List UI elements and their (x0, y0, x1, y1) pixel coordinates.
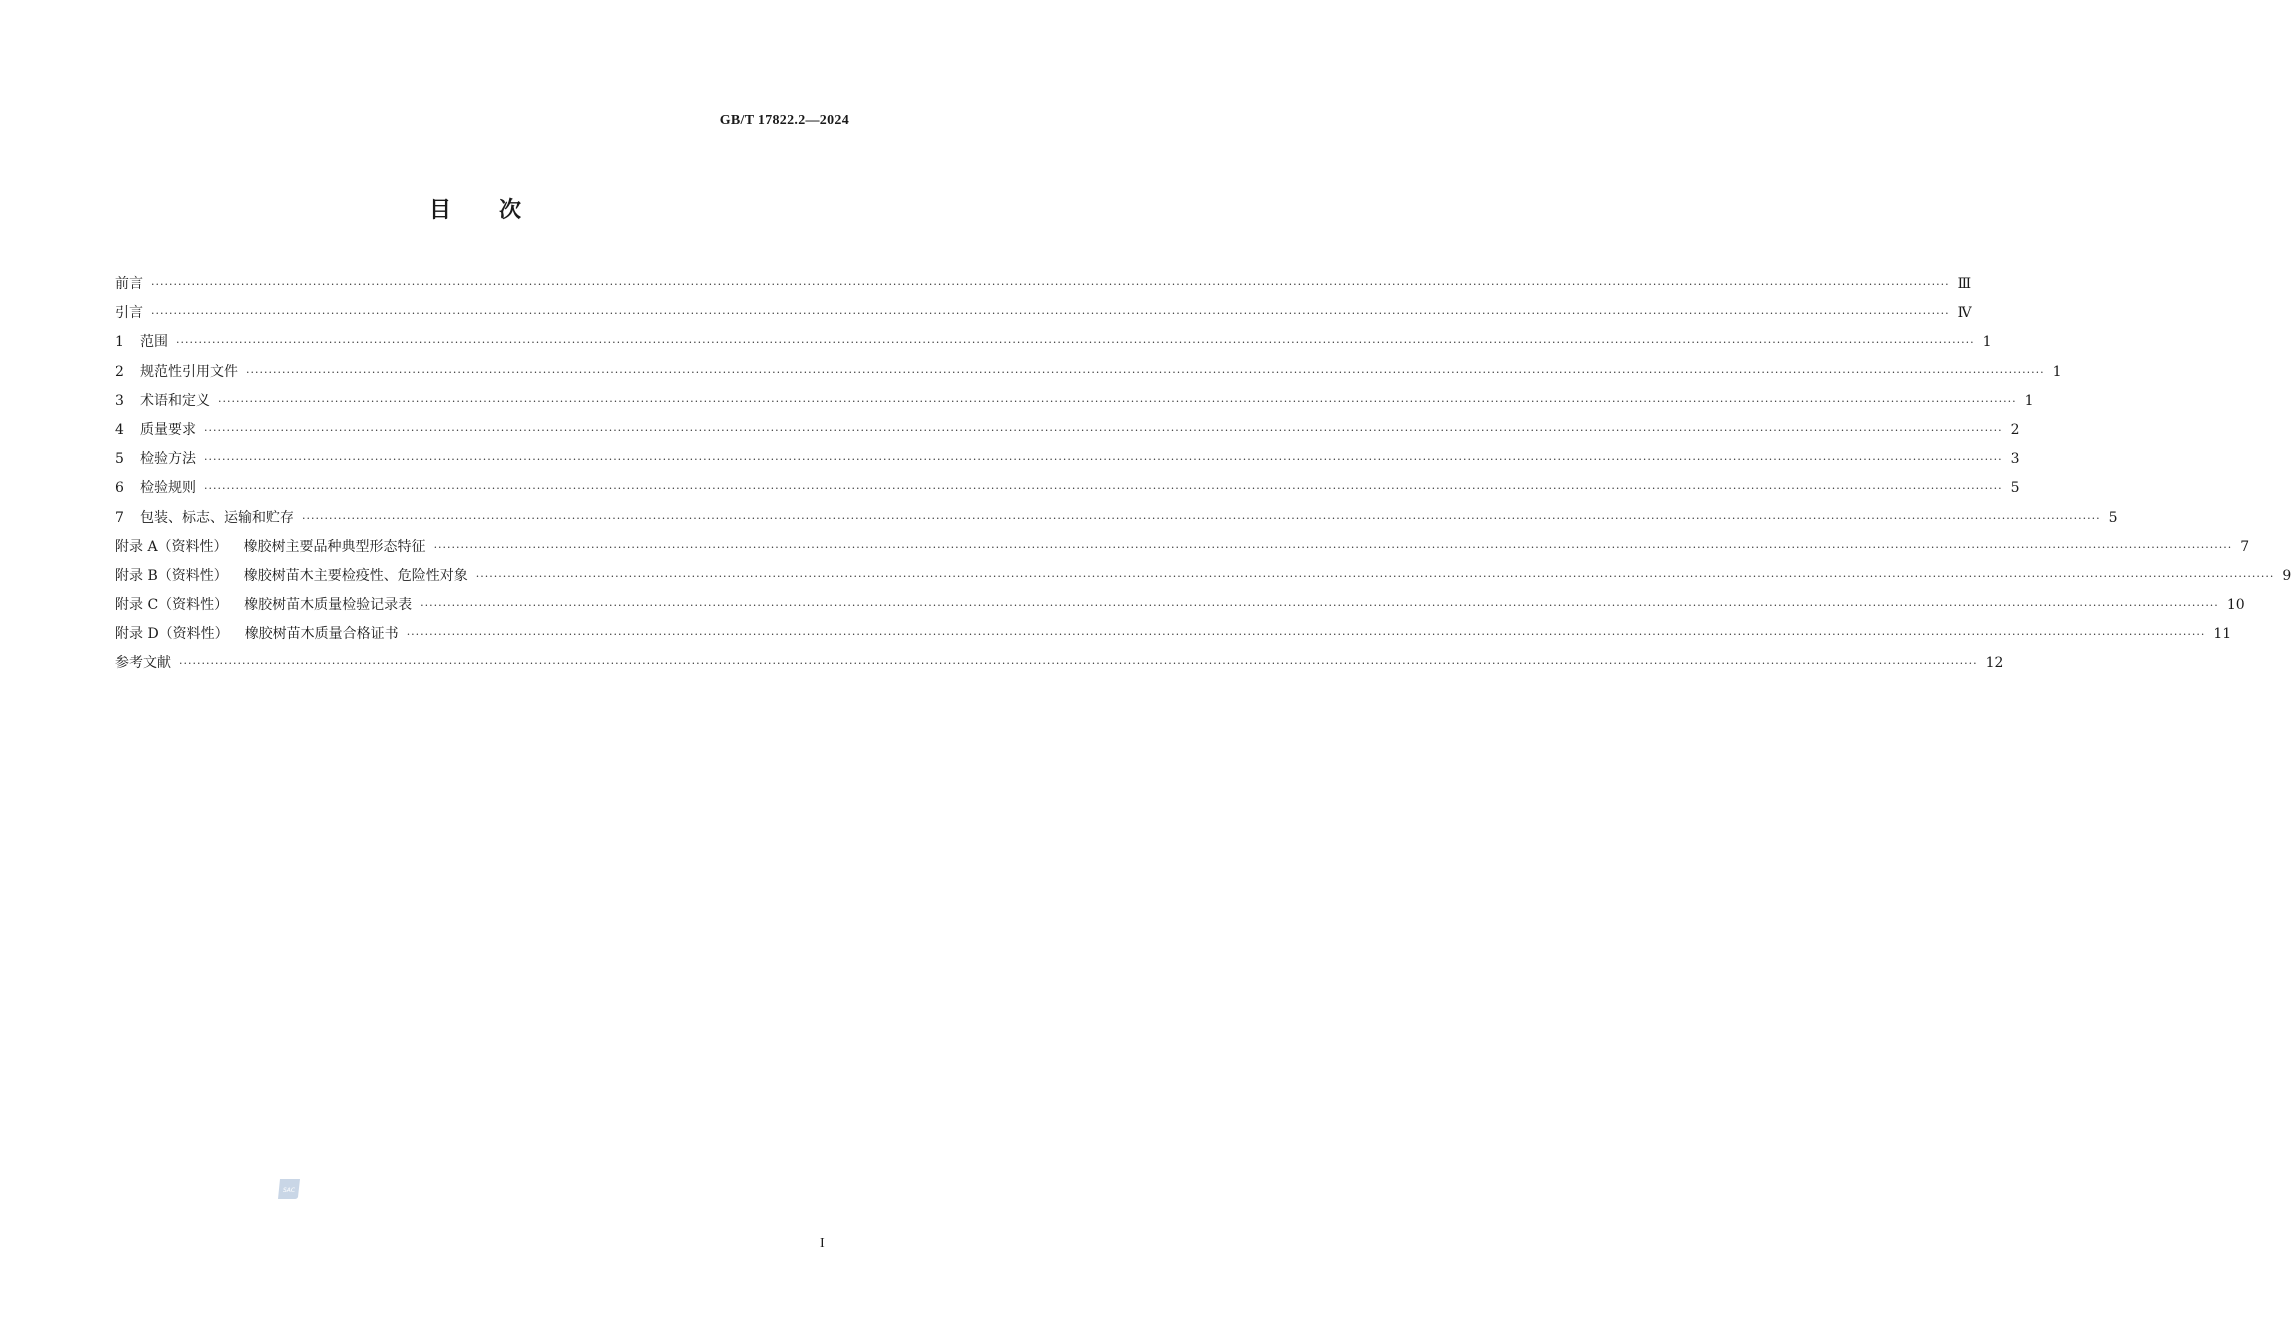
toc-entry-page: 9 (2282, 567, 2291, 584)
toc-entry-number: 2 (115, 363, 124, 380)
toc-entry-page: 5 (2108, 509, 2118, 526)
toc-entry[interactable] (115, 504, 2118, 533)
page-title: 目次 (428, 198, 569, 223)
toc-entry[interactable] (115, 620, 2232, 649)
toc-entry[interactable] (115, 533, 2250, 562)
toc-entry-label: 前言 (115, 276, 143, 292)
toc-entry-label: 检验方法 (140, 451, 196, 468)
toc-entry-page: 11 (2213, 626, 2232, 643)
page-number: I (820, 1236, 825, 1251)
toc-entry-page: 5 (2010, 480, 2020, 497)
toc-entry[interactable] (115, 358, 2062, 387)
toc-entry[interactable] (115, 299, 1972, 328)
toc-entry[interactable] (115, 474, 2020, 503)
toc-entry[interactable] (115, 270, 1972, 299)
toc-leader-dots: ················································································································································································································································································································································································································ (204, 423, 2003, 437)
toc-entry-page: Ⅳ (1957, 305, 1972, 322)
toc-entry-page: 7 (2240, 538, 2250, 555)
toc-leader-dots: ················································································································································································································································································································································································································ (420, 599, 2219, 613)
toc-entry-number: 5 (115, 451, 124, 468)
toc-entry-page: 3 (2010, 451, 2020, 468)
sac-watermark-icon (276, 1177, 302, 1201)
toc-entry-page: 12 (1985, 655, 2004, 672)
toc-leader-dots: ················································································································································································································································································································································································································ (151, 307, 1950, 321)
toc-leader-dots: ················································································································································································································································································································································································································ (176, 336, 1975, 350)
toc-entry[interactable] (115, 416, 2020, 445)
toc-entry[interactable] (115, 649, 2004, 678)
toc-entry-label: 范围 (140, 334, 168, 351)
toc-entry-label: 质量要求 (140, 421, 196, 438)
toc-entry[interactable] (115, 591, 2245, 620)
toc-leader-dots: ················································································································································································································································································································································································································ (204, 482, 2003, 496)
toc-leader-dots: ················································································································································································································································································································································································································ (475, 569, 2275, 583)
toc-entry-label: 橡胶树苗木主要检疫性、危险性对象 (243, 567, 468, 584)
toc-entry-label: 橡胶树苗木质量检验记录表 (244, 597, 413, 614)
toc-entry-label: 检验规则 (140, 480, 196, 497)
toc-entry-appendix: 附录 B（资料性） (115, 567, 228, 584)
toc-entry-number: 7 (115, 509, 124, 526)
toc-entry-label: 参考文献 (115, 655, 171, 672)
toc-entry-page: 1 (2024, 392, 2034, 409)
svg-text:SAC: SAC (282, 1187, 296, 1194)
toc-entry-appendix: 附录 A（资料性） (115, 538, 228, 555)
toc-entry[interactable] (115, 445, 2020, 474)
toc-entry-label: 术语和定义 (140, 392, 210, 409)
toc-entry-page: 2 (2010, 421, 2020, 438)
toc-entry-number: 4 (115, 421, 124, 438)
toc-entry-page: Ⅲ (1957, 276, 1972, 292)
toc-leader-dots: ················································································································································································································································································································································································································ (204, 453, 2003, 467)
toc-entry-number: 1 (115, 334, 124, 351)
toc-leader-dots: ················································································································································································································································································································································································································ (151, 278, 1950, 291)
toc-entry[interactable] (115, 328, 1992, 357)
toc-entry-page: 10 (2226, 597, 2245, 614)
toc-entry-label: 引言 (115, 305, 143, 322)
toc-leader-dots: ················································································································································································································································································································································································································ (433, 540, 2233, 554)
toc-leader-dots: ················································································································································································································································································································································································································ (302, 511, 2101, 525)
toc-entry-number: 3 (115, 392, 124, 409)
toc-leader-dots: ················································································································································································································································································································································································································ (406, 628, 2206, 642)
toc-leader-dots: ················································································································································································································································································································································································································ (246, 365, 2045, 379)
toc-entry-page: 1 (1982, 334, 1992, 351)
toc-entry-appendix: 附录 C（资料性） (115, 597, 229, 614)
toc-entry-label: 规范性引用文件 (140, 363, 238, 380)
toc-entry-number: 6 (115, 480, 124, 497)
standard-number: GB/T 17822.2—2024 (719, 113, 849, 128)
toc-entry-appendix: 附录 D（资料性） (115, 626, 229, 643)
table-of-contents (115, 270, 2291, 679)
toc-leader-dots: ················································································································································································································································································································································································································ (218, 394, 2017, 408)
toc-entry-label: 橡胶树苗木质量合格证书 (244, 626, 399, 643)
toc-leader-dots: ················································································································································································································································································································································································································ (179, 657, 1978, 671)
toc-entry-label: 包装、标志、运输和贮存 (140, 509, 294, 526)
toc-entry-label: 橡胶树主要品种典型形态特征 (243, 538, 426, 555)
toc-entry-page: 1 (2052, 363, 2062, 380)
toc-entry[interactable] (115, 562, 2291, 591)
toc-entry[interactable] (115, 387, 2034, 416)
